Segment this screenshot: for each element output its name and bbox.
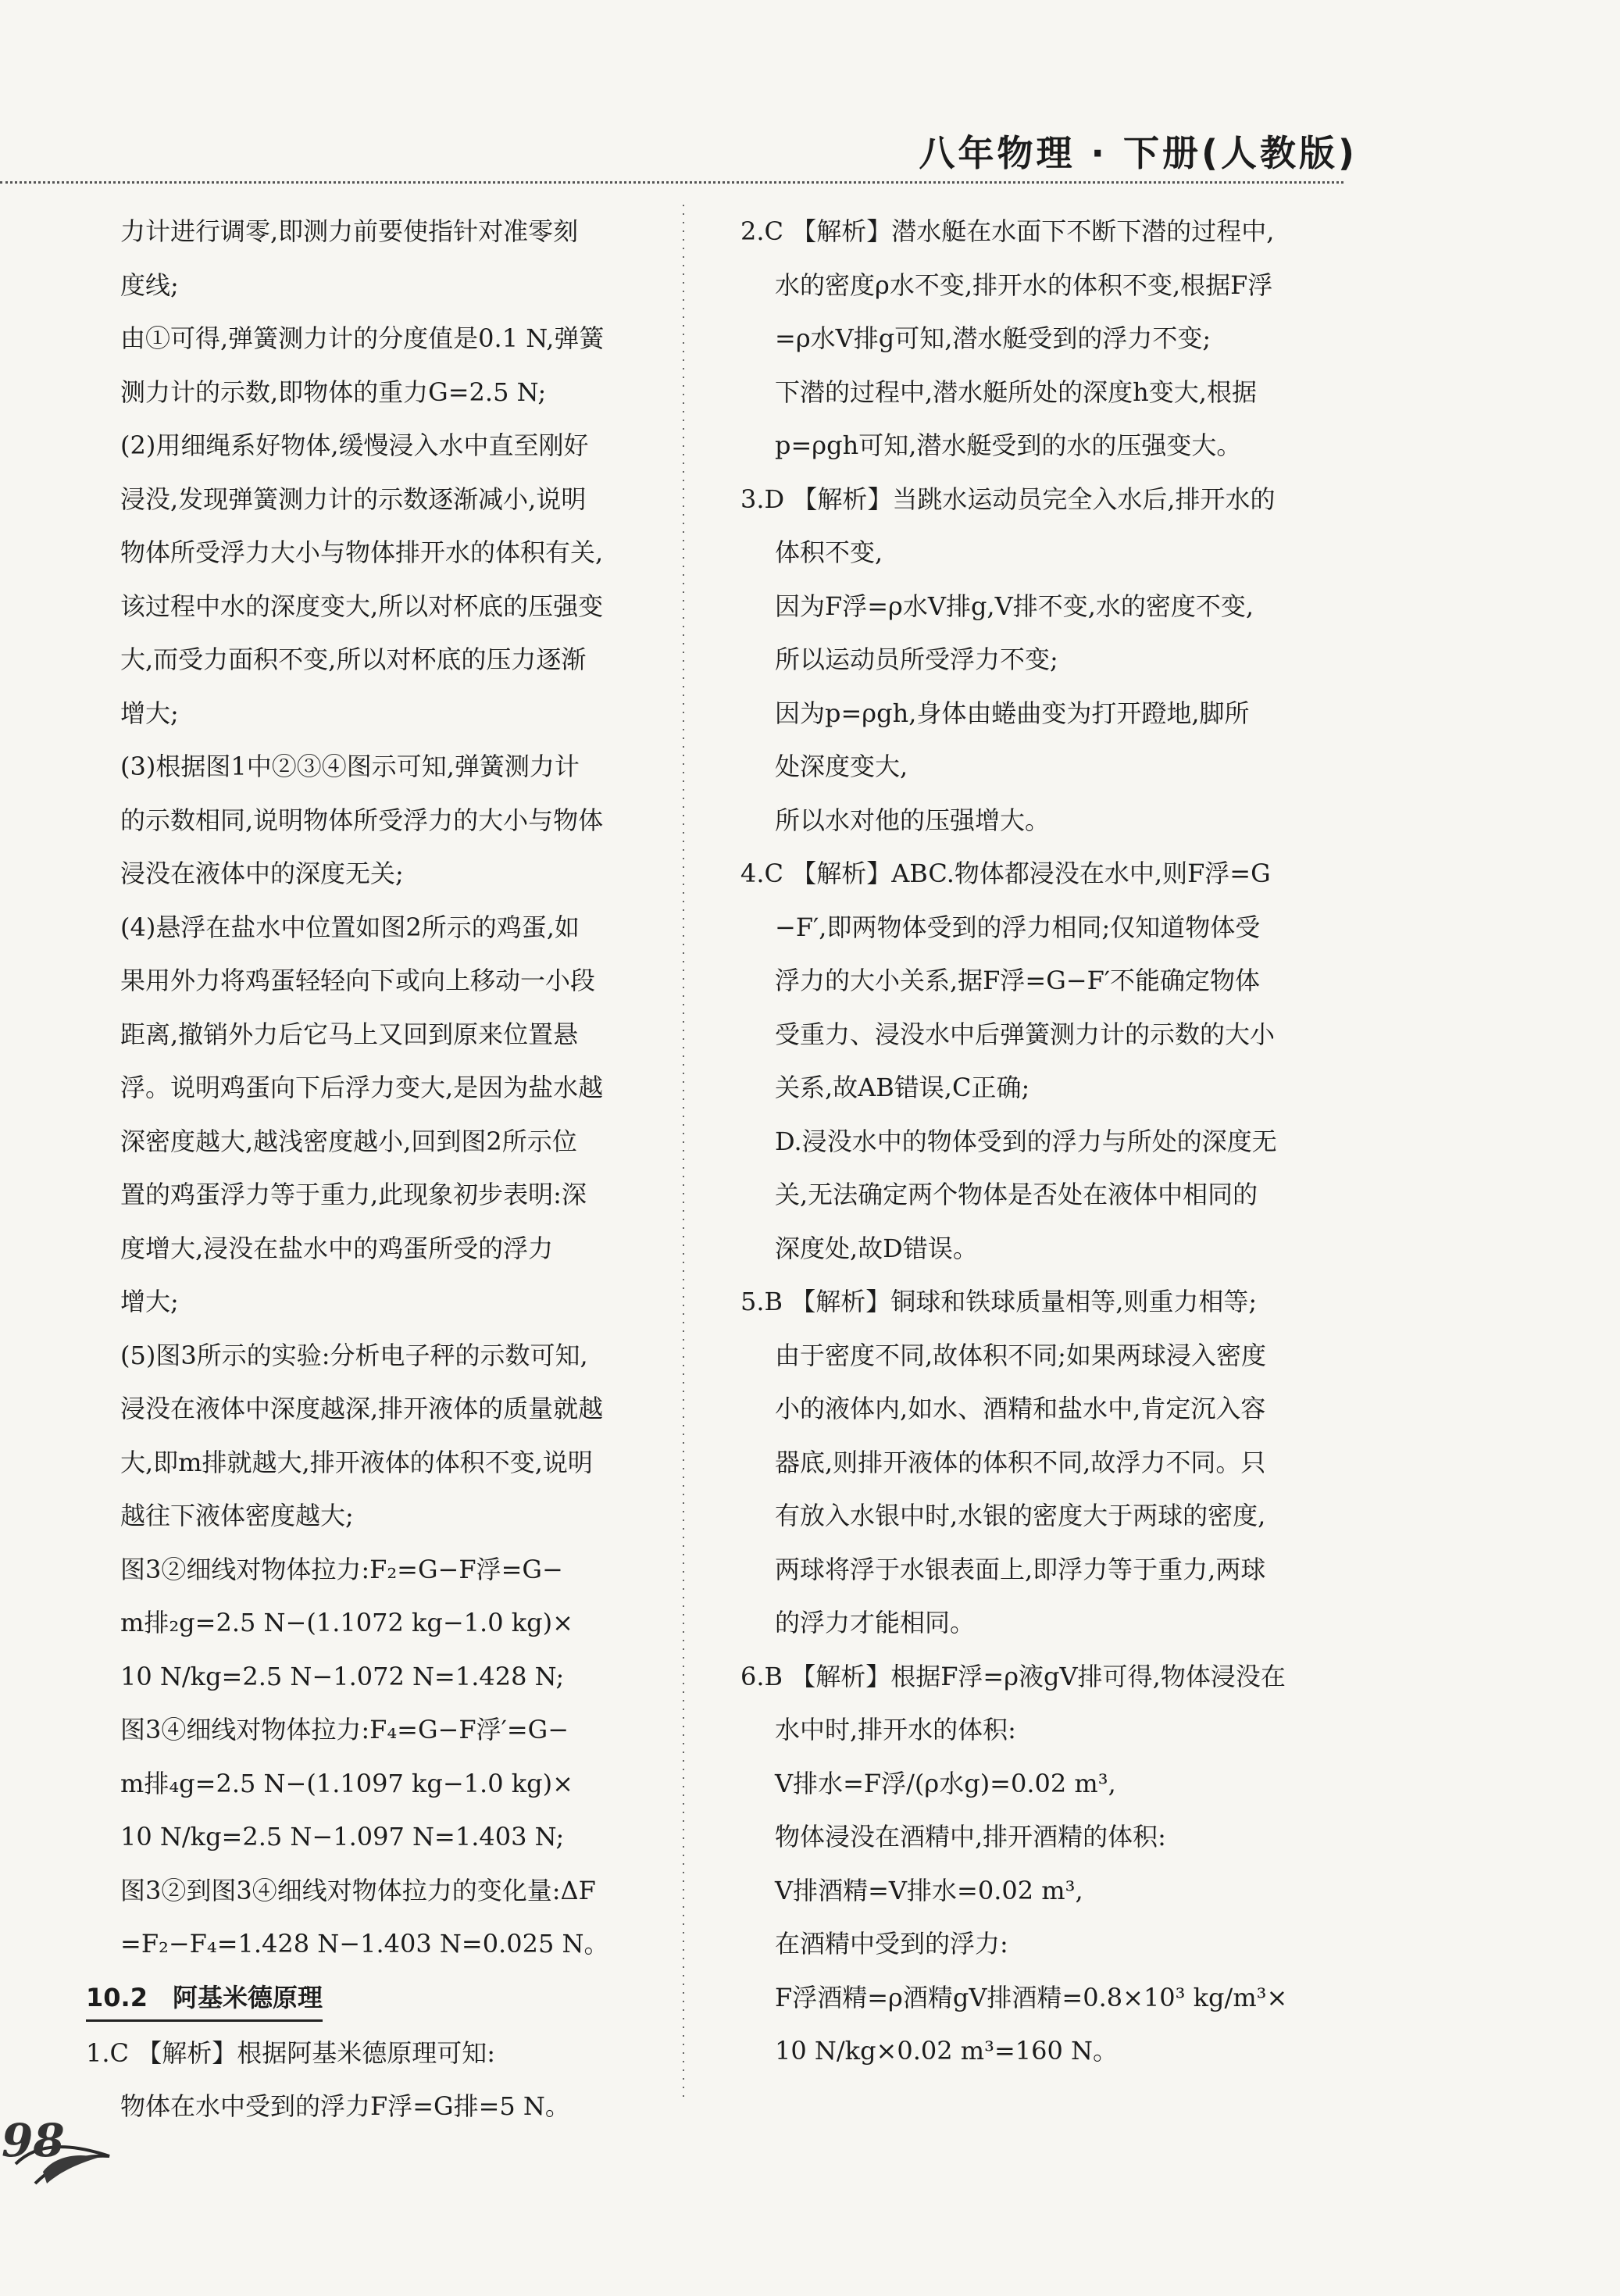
page-number: 98 (2, 2114, 65, 2167)
text-line: 该过程中水的深度变大,所以对杯底的压强变 (120, 591, 604, 621)
header-divider (0, 181, 1343, 184)
text-line: 所以运动员所受浮力不变; (775, 645, 1058, 674)
text-line: 深密度越大,越浅密度越小,回到图2所示位 (120, 1126, 577, 1156)
text-line: =F₂−F₄=1.428 N−1.403 N=0.025 N。 (120, 1929, 609, 1959)
text-line: 因为F浮=ρ水V排g,V排不变,水的密度不变, (775, 591, 1254, 621)
text-line: 水中时,排开水的体积: (775, 1715, 1016, 1744)
text-line: 距离,撤销外力后它马上又回到原来位置悬 (120, 1019, 579, 1049)
text-line: 图3②到图3④细线对物体拉力的变化量:ΔF (120, 1875, 596, 1905)
text-line: 物体所受浮力大小与物体排开水的体积有关, (120, 537, 604, 567)
section-title: 10.2 阿基米德原理 (86, 1976, 323, 2022)
text-line: 在酒精中受到的浮力: (775, 1929, 1008, 1959)
text-line: 浮。说明鸡蛋向下后浮力变大,是因为盐水越 (120, 1073, 604, 1102)
text-line: 的浮力才能相同。 (775, 1608, 976, 1637)
question-line: 4.C 【解析】ABC.物体都浸没在水中,则F浮=G (740, 859, 1271, 888)
text-line: 物体浸没在酒精中,排开酒精的体积: (775, 1822, 1166, 1851)
text-line: 因为p=ρgh,身体由蜷曲变为打开蹬地,脚所 (775, 698, 1250, 728)
text-line: 越往下液体密度越大; (120, 1501, 354, 1530)
text-line: (4)悬浮在盐水中位置如图2所示的鸡蛋,如 (120, 912, 580, 942)
text-line: 受重力、浸没水中后弹簧测力计的示数的大小 (775, 1019, 1276, 1049)
left-body (86, 205, 648, 1971)
text-line: 由于密度不同,故体积不同;如果两球浸入密度 (775, 1340, 1266, 1370)
text-line: 浸没,发现弹簧测力计的示数逐渐减小,说明 (120, 484, 587, 514)
text-line: 果用外力将鸡蛋轻轻向下或向上移动一小段 (120, 966, 596, 995)
text-line: 10 N/kg=2.5 N−1.097 N=1.403 N; (120, 1822, 565, 1851)
text-line: 图3④细线对物体拉力:F₄=G−F浮′=G− (120, 1715, 569, 1744)
text-line: 的示数相同,说明物体所受浮力的大小与物体 (120, 805, 604, 835)
text-line: 有放入水银中时,水银的密度大于两球的密度, (775, 1501, 1266, 1530)
left-column (86, 205, 648, 2121)
column-divider (678, 205, 689, 2103)
text-line: (5)图3所示的实验:分析电子秤的示数可知, (120, 1340, 588, 1370)
text-line: 物体在水中受到的浮力F浮=G排=5 N。 (120, 2091, 570, 2121)
text-line: 增大; (120, 698, 179, 728)
text-line: 体积不变, (775, 537, 883, 567)
text-line: 度增大,浸没在盐水中的鸡蛋所受的浮力 (120, 1233, 554, 1263)
question-line: 3.D 【解析】当跳水运动员完全入水后,排开水的 (740, 484, 1276, 514)
text-line: 器底,则排开液体的体积不同,故浮力不同。只 (775, 1447, 1266, 1477)
text-line: 关系,故AB错误,C正确; (775, 1073, 1030, 1102)
question-line: 1.C 【解析】根据阿基米德原理可知: (86, 2037, 495, 2068)
text-line: 大,而受力面积不变,所以对杯底的压力逐渐 (120, 645, 587, 674)
right-column (740, 205, 1351, 2095)
text-line: 图3②细线对物体拉力:F₂=G−F浮=G− (120, 1554, 563, 1584)
text-line: 下潜的过程中,潜水艇所处的深度h变大,根据 (775, 377, 1257, 407)
text-line: D.浸没水中的物体受到的浮力与所处的深度无 (775, 1126, 1277, 1156)
text-line: m排₂g=2.5 N−(1.1072 kg−1.0 kg)× (120, 1608, 573, 1637)
text-line: 小的液体内,如水、酒精和盐水中,肯定沉入容 (775, 1394, 1266, 1423)
text-line: −F′,即两物体受到的浮力相同;仅知道物体受 (775, 912, 1261, 942)
question-line: 5.B 【解析】铜球和铁球质量相等,则重力相等; (740, 1287, 1258, 1316)
formula-line: F浮酒精=ρ酒精gV排酒精=0.8×10³ kg/m³× (775, 1982, 1288, 2012)
text-line: 两球将浮于水银表面上,即浮力等于重力,两球 (775, 1554, 1266, 1584)
text-line: 力计进行调零,即测力前要使指针对准零刻 (120, 216, 579, 246)
text-line: 增大; (120, 1287, 179, 1316)
text-line: 所以水对他的压强增大。 (775, 805, 1051, 835)
text-line: (2)用细绳系好物体,缓慢浸入水中直至刚好 (120, 430, 589, 460)
text-line: 浸没在液体中的深度无关; (120, 859, 404, 888)
text-line: m排₄g=2.5 N−(1.1097 kg−1.0 kg)× (120, 1768, 573, 1798)
text-line: 水的密度ρ水不变,排开水的体积不变,根据F浮 (775, 270, 1273, 300)
text-line: 处深度变大, (775, 752, 908, 781)
text-line: (3)根据图1中②③④图示可知,弹簧测力计 (120, 752, 580, 781)
text-line: 测力计的示数,即物体的重力G=2.5 N; (120, 377, 547, 407)
text-line: 浸没在液体中深度越深,排开液体的质量就越 (120, 1394, 604, 1423)
text-line: =ρ水V排g可知,潜水艇受到的浮力不变; (775, 323, 1211, 353)
text-line: 浮力的大小关系,据F浮=G−F′不能确定物体 (775, 966, 1261, 995)
text-line: 关,无法确定两个物体是否处在液体中相同的 (775, 1180, 1258, 1209)
text-line: 置的鸡蛋浮力等于重力,此现象初步表明:深 (120, 1180, 587, 1209)
formula-line: V排水=F浮/(ρ水g)=0.02 m³, (775, 1768, 1116, 1798)
formula-line: V排酒精=V排水=0.02 m³, (775, 1875, 1083, 1905)
question-line: 6.B 【解析】根据F浮=ρ液gV排可得,物体浸没在 (740, 1661, 1286, 1691)
text-line: 由①可得,弹簧测力计的分度值是0.1 N,弹簧 (120, 323, 605, 353)
text-line: 深度处,故D错误。 (775, 1233, 978, 1263)
question-line: 2.C 【解析】潜水艇在水面下不断下潜的过程中, (740, 216, 1275, 246)
text-line: 大,即m排就越大,排开液体的体积不变,说明 (120, 1447, 593, 1477)
text-line: p=ρgh可知,潜水艇受到的水的压强变大。 (775, 430, 1242, 460)
page-header-title: 八年物理 · 下册(人教版) (919, 132, 1358, 174)
text-line: 10 N/kg=2.5 N−1.072 N=1.428 N; (120, 1661, 565, 1691)
text-line: 度线; (120, 270, 179, 300)
formula-line: 10 N/kg×0.02 m³=160 N。 (775, 2036, 1119, 2066)
